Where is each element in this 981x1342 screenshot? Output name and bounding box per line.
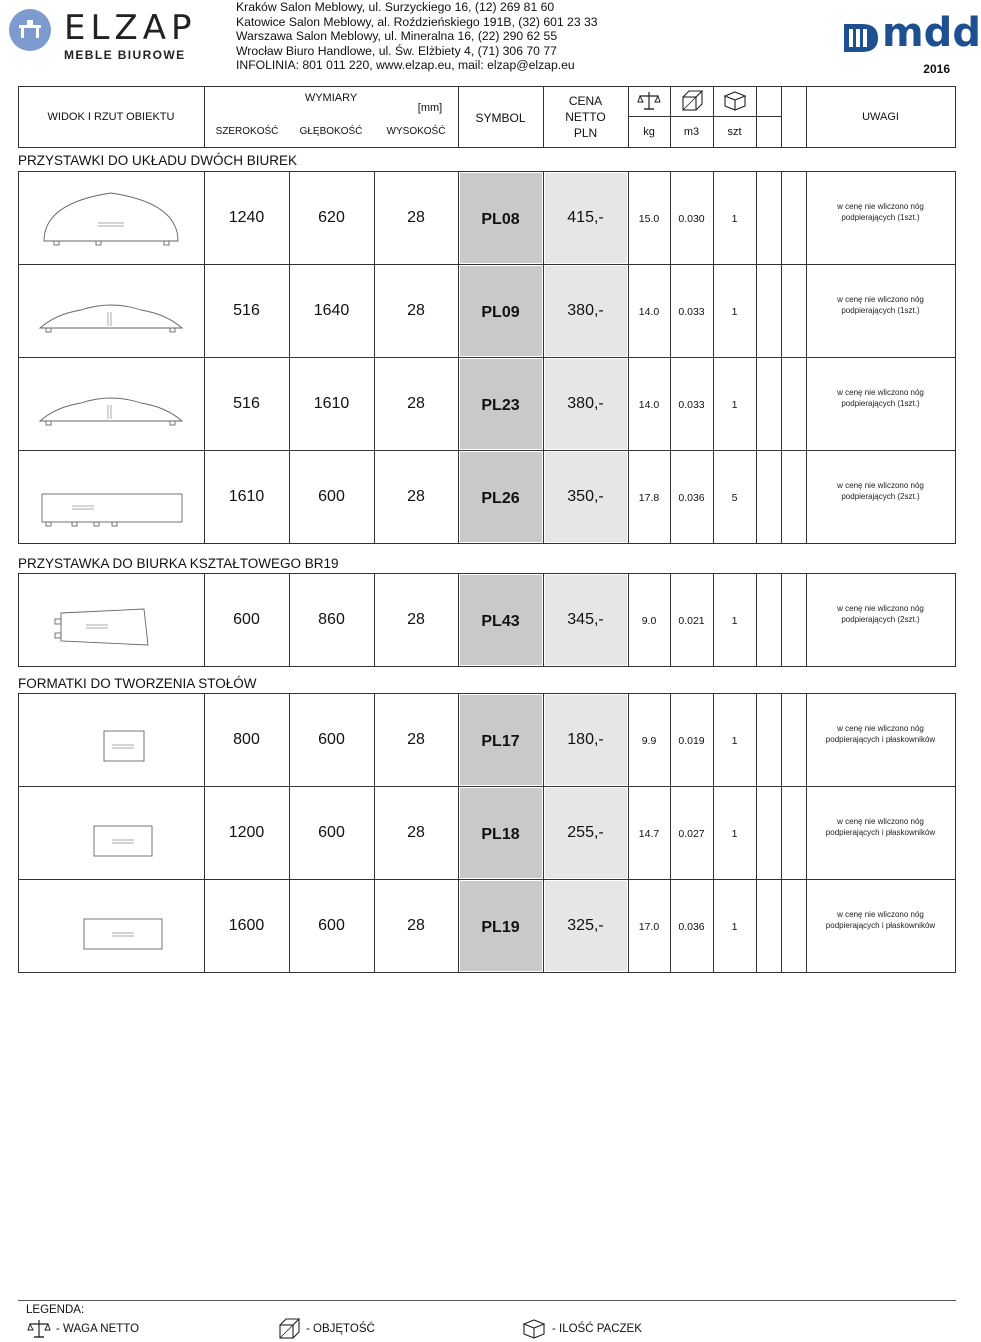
legend-title: LEGENDA: [26,1304,85,1316]
mdd-wordmark: mdd [882,10,981,56]
remarks-note: w cenę nie wliczono nóg podpierających i płaskowników [825,724,936,744]
price-value: 415,- [567,209,604,226]
col-divider [781,171,782,543]
price-value: 380,- [567,395,604,412]
symbol-value: PL09 [481,304,520,321]
kg-value: 14.0 [638,306,660,318]
width-value: 1600 [228,917,265,934]
symbol-value: PL17 [481,733,520,750]
symbol-value: PL43 [481,613,520,630]
price-value: 380,- [567,302,604,319]
depth-value: 860 [318,611,345,628]
symbol-value: PL08 [481,211,520,228]
product-drawing [36,183,186,253]
height-value: 28 [407,824,425,841]
col-symbol-header: SYMBOL [475,111,526,125]
price-value: 345,- [567,611,604,628]
product-drawing [36,705,186,775]
kg-value: 9.0 [641,615,657,627]
m3-value: 0.030 [678,213,705,225]
col-divider [955,693,956,972]
remarks-note: w cenę nie wliczono nóg podpierających (1szt.) [837,388,924,408]
depth-value: 1610 [313,395,350,412]
product-drawing [36,276,186,346]
unit-label: [mm] [417,102,443,114]
legend-packages-label: - ILOŚĆ PACZEK [552,1323,642,1335]
depth-value: 600 [318,917,345,934]
width-value: 600 [233,611,260,628]
col-price-header-2: NETTO [565,110,606,124]
col-divider [756,573,757,666]
product-drawing [36,369,186,439]
kg-value: 17.0 [638,921,660,933]
remarks-note: w cenę nie wliczono nóg podpierających i płaskowników [825,817,936,837]
m3-value: 0.033 [678,306,705,318]
depth-value: 1640 [313,302,350,319]
section-title: PRZYSTAWKI DO UKŁADU DWÓCH BIUREK [18,153,298,168]
depth-value: 620 [318,209,345,226]
width-value: 1610 [228,488,265,505]
brand-name: ELZAP [64,8,197,48]
col-price-header-1: CENA [568,94,603,108]
col-divider [781,693,782,972]
height-value: 28 [407,209,425,226]
kg-value: 9.9 [641,735,657,747]
szt-value: 1 [731,735,738,747]
brand-subtitle: MEBLE BIUROWE [64,48,186,62]
row-divider [18,666,956,667]
width-value: 516 [233,395,260,412]
col-divider [955,573,956,666]
m3-value: 0.036 [678,921,705,933]
depth-value: 600 [318,488,345,505]
m3-value: 0.036 [678,492,705,504]
mdd-logo [842,10,981,56]
width-value: 1240 [228,209,265,226]
col-divider [955,171,956,543]
szt-value: 1 [731,399,738,411]
height-value: 28 [407,611,425,628]
col-view-header: WIDOK I RZUT OBIEKTU [47,111,175,123]
row-divider [18,972,956,973]
cube-icon [278,1318,300,1340]
kg-value: 14.7 [638,828,660,840]
col-divider [18,693,19,972]
kg-value: 17.8 [638,492,660,504]
col-m3-header: m3 [683,126,700,138]
col-dimensions-header: WYMIARY [304,92,358,104]
symbol-value: PL19 [481,919,520,936]
mdd-mark-icon [842,20,882,56]
m3-value: 0.033 [678,399,705,411]
col-remarks-header: UWAGI [862,111,899,123]
symbol-value: PL23 [481,397,520,414]
szt-value: 1 [731,306,738,318]
kg-value: 15.0 [638,213,660,225]
col-height-header: WYSOKOŚĆ [386,126,446,137]
col-divider [756,171,757,543]
kg-value: 14.0 [638,399,660,411]
price-value: 350,- [567,488,604,505]
col-depth-header: GŁĘBOKOŚĆ [299,126,363,137]
szt-value: 1 [731,921,738,933]
year-label: 2016 [923,62,950,76]
section-title: PRZYSTAWKA DO BIURKA KSZTAŁTOWEGO BR19 [18,556,339,571]
width-value: 800 [233,731,260,748]
legend-volume-label: - OBJĘTOŚĆ [306,1323,375,1335]
scale-icon [638,90,660,112]
szt-value: 1 [731,828,738,840]
col-szt-header: szt [727,126,742,138]
address-line: Kraków Salon Meblowy, ul. Surzyckiego 16, (12) 269 81 60 [236,0,555,14]
row-divider [18,543,956,544]
depth-value: 600 [318,731,345,748]
legend-weight-label: - WAGA NETTO [56,1323,140,1335]
product-drawing [36,462,186,532]
m3-value: 0.021 [678,615,705,627]
remarks-note: w cenę nie wliczono nóg podpierających (1szt.) [837,295,924,315]
col-divider [18,573,19,666]
remarks-note: w cenę nie wliczono nóg podpierających i płaskowników [825,910,936,930]
height-value: 28 [407,395,425,412]
address-line: Warszawa Salon Meblowy, ul. Mineralna 16, (22) 290 62 55 [236,29,558,44]
szt-value: 1 [731,213,738,225]
depth-value: 600 [318,824,345,841]
width-value: 516 [233,302,260,319]
col-divider [713,171,714,543]
address-line: Katowice Salon Meblowy, al. Roździeńskiego 191B, (32) 601 23 33 [236,14,598,29]
col-divider [756,693,757,972]
col-price-header-3: PLN [573,126,598,140]
remarks-note: w cenę nie wliczono nóg podpierających (2szt.) [837,481,924,501]
product-drawing [36,798,186,868]
product-drawing [36,891,186,961]
remarks-note: w cenę nie wliczono nóg podpierających (2szt.) [837,604,924,624]
address-line: Wrocław Biuro Handlowe, ul. Św. Elżbiety 4, (71) 306 70 77 [236,43,557,58]
remarks-note: w cenę nie wliczono nóg podpierających (1szt.) [837,202,924,222]
width-value: 1200 [228,824,265,841]
elzap-logo [8,6,208,68]
scale-icon [28,1318,50,1340]
szt-value: 5 [731,492,738,504]
cube-icon [681,90,703,112]
height-value: 28 [407,488,425,505]
col-divider [781,573,782,666]
height-value: 28 [407,302,425,319]
package-icon [723,90,747,112]
address-line: INFOLINIA: 801 011 220, www.elzap.eu, mail: elzap@elzap.eu [236,58,575,73]
col-divider [18,171,19,543]
product-drawing [36,585,186,655]
address-block [236,0,598,73]
m3-value: 0.027 [678,828,705,840]
height-value: 28 [407,731,425,748]
szt-value: 1 [731,615,738,627]
col-divider [670,171,671,543]
col-kg-header: kg [643,126,655,138]
package-icon [522,1318,546,1340]
symbol-value: PL18 [481,826,520,843]
col-width-header: SZEROKOŚĆ [215,126,279,137]
symbol-value: PL26 [481,490,520,507]
section-title: FORMATKI DO TWORZENIA STOŁÓW [18,676,257,691]
price-value: 180,- [567,731,604,748]
col-divider [628,171,629,543]
m3-value: 0.019 [678,735,705,747]
price-value: 255,- [567,824,604,841]
price-value: 325,- [567,917,604,934]
height-value: 28 [407,917,425,934]
